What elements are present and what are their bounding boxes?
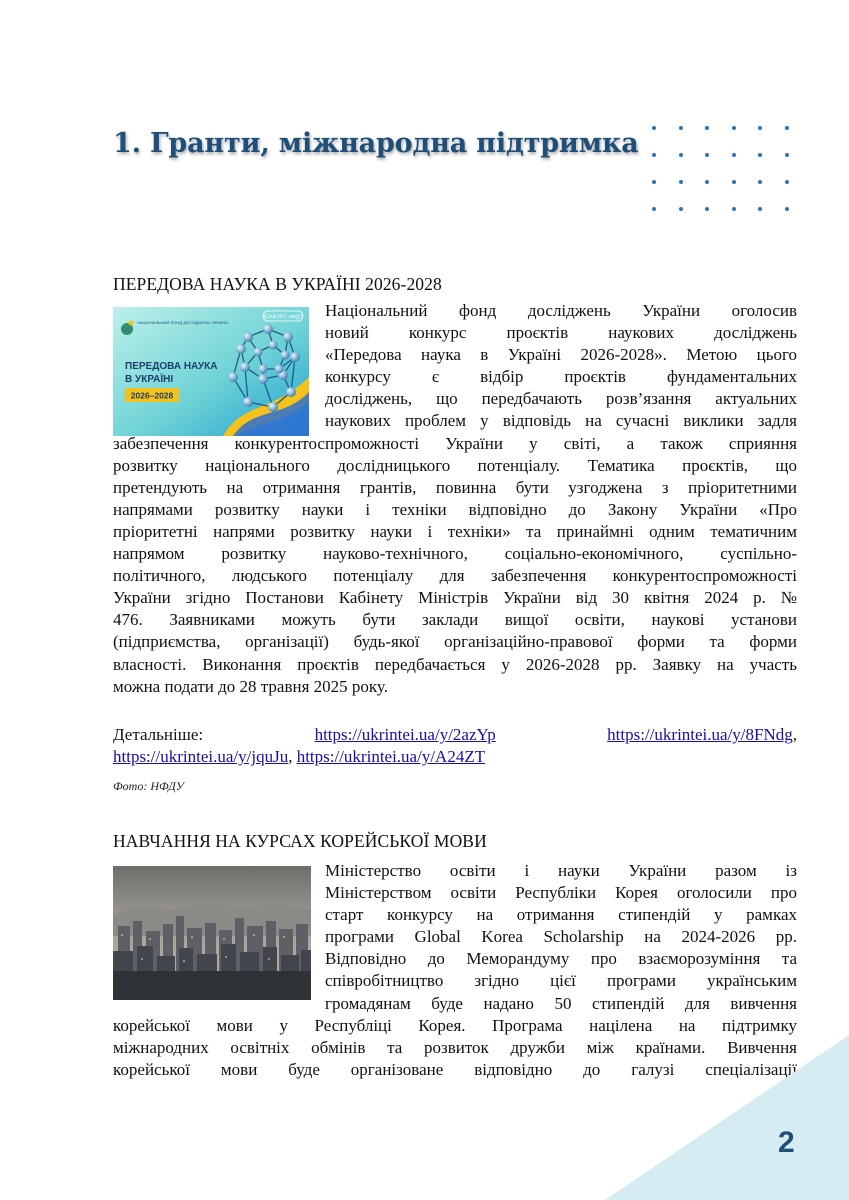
body-line: корейської мови у Республіці Корея. Програма націлена на підтримку: [113, 1015, 797, 1035]
body-line: громадянам буде надано 50 стипендій для вивчення: [325, 993, 797, 1013]
body-line: міжнародних освітніх обмінів та розвиток дружби між країнами. Вивчення: [113, 1037, 797, 1057]
section-heading-advanced-science: ПЕРЕДОВА НАУКА В УКРАЇНІ 2026-2028: [113, 274, 442, 294]
details-line: https://ukrintei.ua/y/jquJu, https://ukrintei.ua/y/A24ZT: [113, 747, 486, 767]
body-line: напрямом розвитку науково-технічного, соціально-економічного, суспільно-: [113, 544, 797, 564]
body-line: співробітництво згідно цієї програми українським: [325, 971, 797, 991]
body-line: напрямами розвитку науки і техніки відповідно до Закону України «Про: [113, 499, 797, 519]
body-line: Національний фонд досліджень України оголосив: [325, 301, 797, 320]
page-number: 2: [778, 1126, 795, 1159]
body-line: досліджень, що передбачають розв’язання актуальних: [325, 389, 797, 409]
body-line: «Передова наука в Україні 2026-2028». Метою цього: [325, 345, 797, 365]
link-ukrintei-2azyp[interactable]: https://ukrintei.ua/y/2azYp: [314, 725, 496, 744]
body-line: власності. Виконання проєктів передбачається у 2026-2028 рр. Заявку на участь: [113, 654, 797, 674]
svg-text:КОНКУРС НФДУ: КОНКУРС НФДУ: [263, 314, 303, 321]
body-line: новий конкурс проєктів наукових досліджень: [325, 323, 797, 343]
details-line: Детальніше: https://ukrintei.ua/y/2azYp https://ukrintei.ua/y/8FNdg,: [113, 725, 798, 744]
body-line: конкурсу є відбір проєктів фундаментальних: [325, 367, 797, 387]
photo-credit: Фото: НФДУ: [113, 779, 184, 793]
details-label: Детальніше:: [113, 725, 204, 744]
page-title: 1. Гранти, міжнародна підтримка: [113, 128, 639, 159]
body-line: корейської мови буде організоване відповідно до галузі спеціалізації: [113, 1059, 797, 1079]
body-line: політичного, людського потенціалу для забезпечення конкурентоспроможності: [113, 566, 797, 586]
body-line: Міністерство освіти і науки України разом із: [325, 861, 797, 880]
body-line: наукових проблем у відповідь на сучасні виклики задля: [325, 411, 797, 431]
svg-text:2026–2028: 2026–2028: [130, 390, 174, 401]
body-line: програми Global Korea Scholarship на 2024-2026 рр.: [325, 927, 797, 947]
section-heading-korean-courses: НАВЧАННЯ НА КУРСАХ КОРЕЙСЬКОЇ МОВИ: [113, 831, 487, 851]
body-line: 476. Заявниками можуть бути заклади вищої освіти, наукові установи: [113, 610, 797, 630]
link-ukrintei-jquju[interactable]: https://ukrintei.ua/y/jquJu: [113, 747, 289, 767]
svg-text:В УКРАЇНІ: В УКРАЇНІ: [125, 374, 174, 385]
body-line: можна подати до 28 травня 2025 року.: [113, 676, 388, 696]
body-line: Відповідно до Меморандуму про взаєморозуміння та: [325, 949, 797, 969]
svg-text:ПЕРЕДОВА НАУКА: ПЕРЕДОВА НАУКА: [125, 361, 218, 372]
svg-text:НАЦІОНАЛЬНИЙ ФОНД ДОСЛІДЖЕНЬ У: НАЦІОНАЛЬНИЙ ФОНД ДОСЛІДЖЕНЬ УКРАЇНИ: [137, 320, 229, 325]
body-line: (підприємства, організації) будь-якої організаційно-правової форми та форми: [113, 632, 797, 652]
body-line: розвитку національного дослідницького потенціалу. Тематика проєктів, що: [113, 455, 797, 475]
body-line: забезпечення конкурентоспроможності України у світі, а також сприяння: [113, 433, 797, 453]
body-line: пріоритетні напрями розвитку науки і техніки» та принаймні одним тематичним: [113, 521, 797, 541]
link-ukrintei-8fndg[interactable]: https://ukrintei.ua/y/8FNdg: [607, 725, 793, 744]
body-line: Міністерством освіти Республіки Корея оголосили про: [325, 883, 797, 903]
body-line: старт конкурсу на отримання стипендій у рамках: [325, 905, 797, 925]
body-line: України згідно Постанови Кабінету Міністрів України від 30 квітня 2024 р. №: [113, 588, 797, 608]
body-line: претендують на отримання грантів, повинна бути узгоджена з пріоритетними: [113, 477, 797, 497]
link-ukrintei-a24zt[interactable]: https://ukrintei.ua/y/A24ZT: [296, 747, 486, 767]
